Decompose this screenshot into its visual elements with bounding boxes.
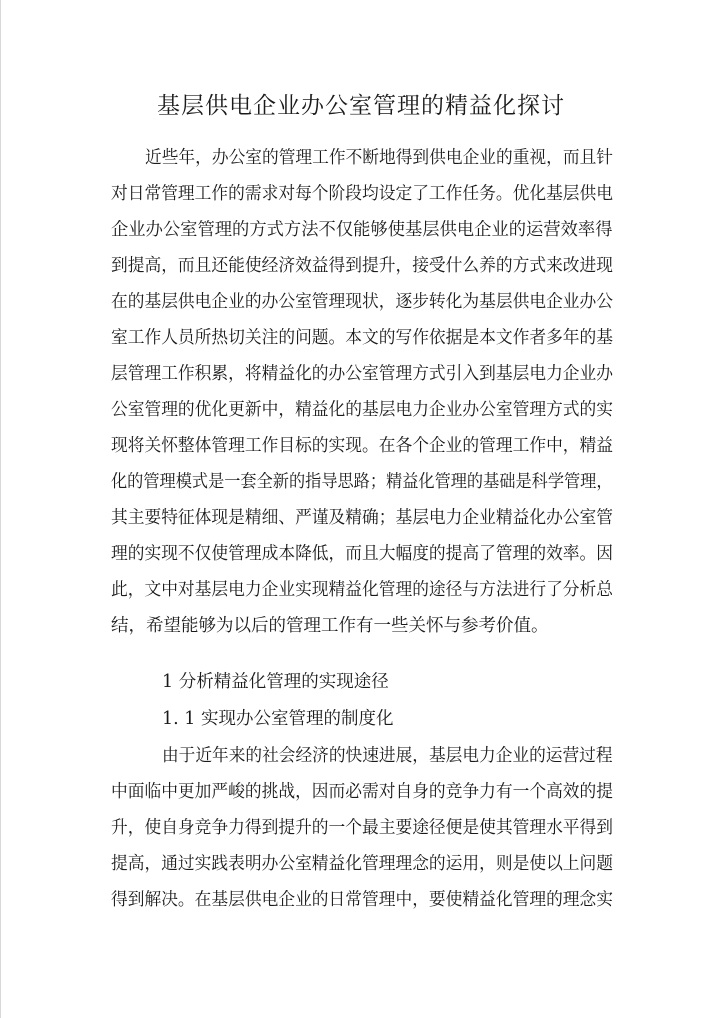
paragraph-line: 对日常管理工作的需求对每个阶段均设定了工作任务。优化基层供电 bbox=[111, 184, 614, 204]
paragraph-line: 理的实现不仅使管理成本降低，而且大幅度的提高了管理的效率。因 bbox=[111, 544, 614, 564]
paragraph-line: 室工作人员所热切关注的问题。本文的写作依据是本文作者多年的基 bbox=[111, 328, 614, 348]
paragraph-line: 现将关怀整体管理工作目标的实现。在各个企业的管理工作中，精益 bbox=[111, 436, 614, 456]
paragraph-line: 企业办公室管理的方式方法不仅能够使基层供电企业的运营效率得 bbox=[111, 220, 613, 240]
paragraph-line: 其主要特征体现是精细、严谨及精确；基层电力企业精益化办公室管 bbox=[111, 508, 614, 528]
paragraph-line: 层管理工作积累，将精益化的办公室管理方式引入到基层电力企业办 bbox=[111, 364, 614, 384]
paragraph-line: 此，文中对基层电力企业实现精益化管理的途径与方法进行了分析总 bbox=[111, 580, 614, 600]
paragraph-line: 在的基层供电企业的办公室管理现状，逐步转化为基层供电企业办公 bbox=[111, 292, 614, 312]
paragraph-line: 升，使自身竞争力得到提升的一个最主要途径便是使其管理水平得到 bbox=[111, 818, 614, 838]
paragraph-line: 中面临中更加严峻的挑战，因而必需对自身的竞争力有一个高效的提 bbox=[111, 782, 614, 802]
document-title: 基层供电企业办公室管理的精益化探讨 bbox=[157, 93, 565, 119]
section-heading: 1 分析精益化管理的实现途径 bbox=[162, 672, 389, 692]
paragraph-line: 结，希望能够为以后的管理工作有一些关怀与参考价值。 bbox=[111, 616, 549, 636]
paragraph-line: 化的管理模式是一套全新的指导思路；精益化管理的基础是科学管理， bbox=[111, 472, 613, 492]
paragraph-line: 公室管理的优化更新中，精益化的基层电力企业办公室管理方式的实 bbox=[111, 400, 614, 420]
paragraph-line: 由于近年来的社会经济的快速进展，基层电力企业的运营过程 bbox=[162, 746, 613, 766]
paragraph-line: 得到解决。在基层供电企业的日常管理中，要使精益化管理的理念实 bbox=[111, 890, 614, 910]
paragraph-line: 到提高，而且还能使经济效益得到提升，接受什么养的方式来改进现 bbox=[111, 256, 614, 276]
subsection-heading: 1. 1 实现办公室管理的制度化 bbox=[162, 709, 394, 729]
paragraph-line: 提高，通过实践表明办公室精益化管理理念的运用，则是使以上问题 bbox=[111, 854, 614, 874]
paragraph-line: 近些年，办公室的管理工作不断地得到供电企业的重视，而且针 bbox=[145, 148, 613, 168]
